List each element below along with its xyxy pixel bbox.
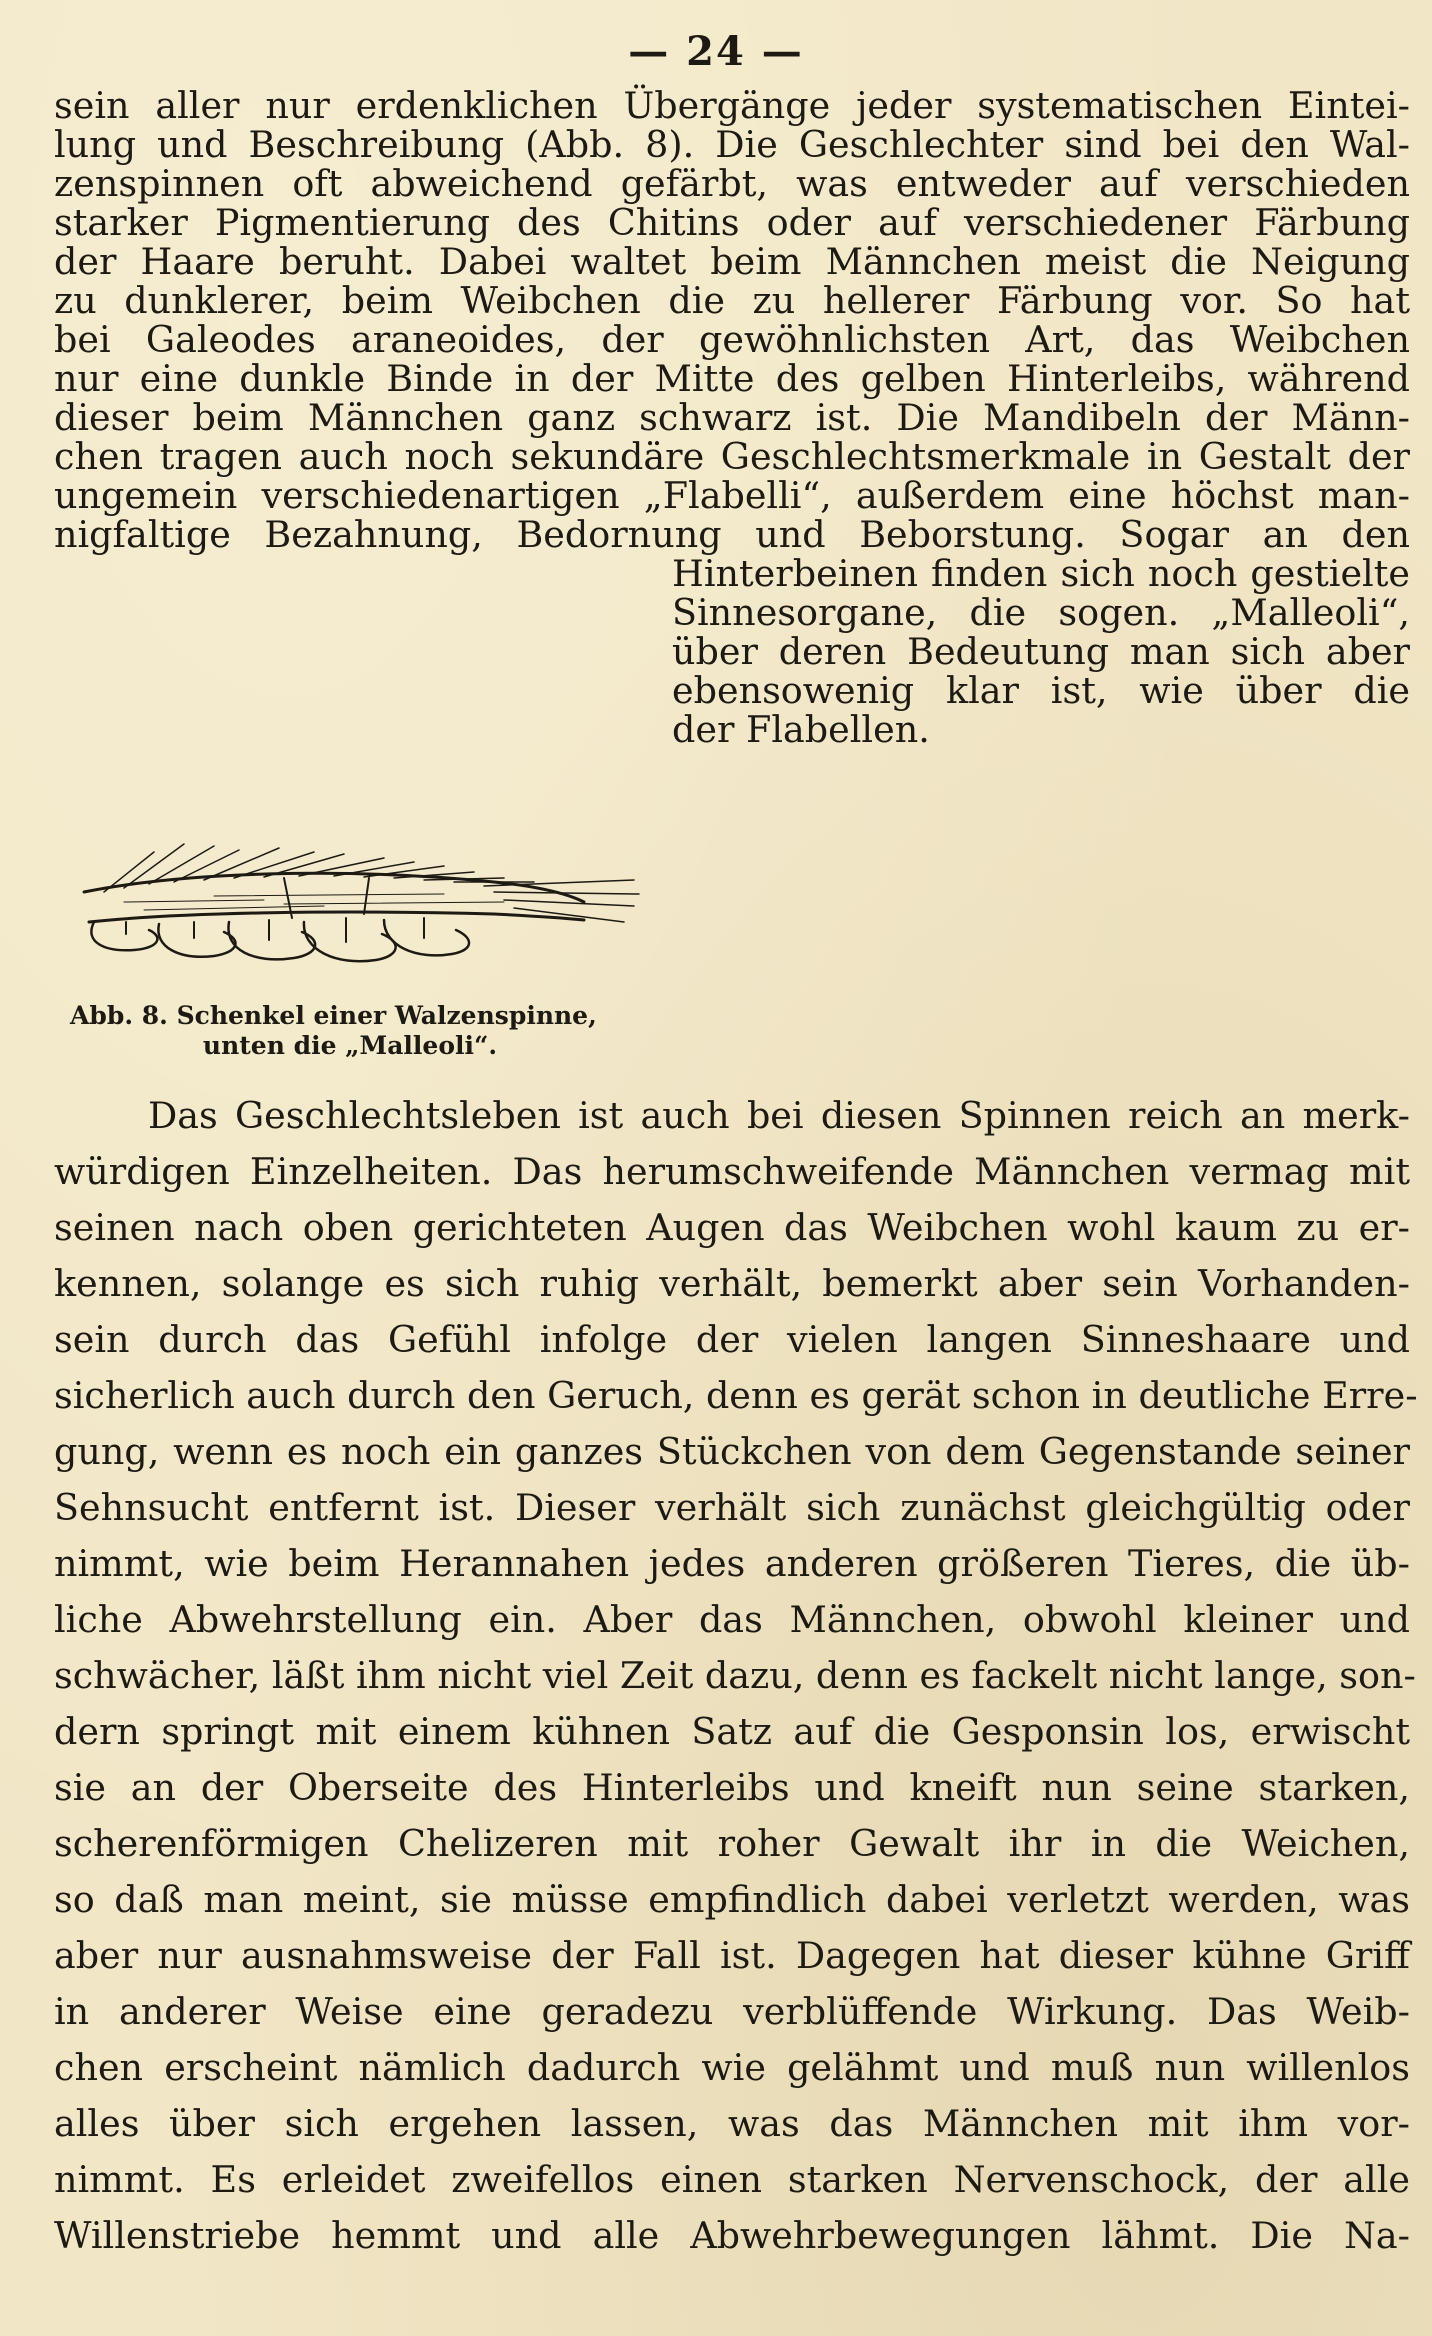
- spider-leg-illustration: [64, 822, 654, 1002]
- text-line: aber nur ausnahmsweise der Fall ist. Dagegen hat dieser kühne Griff: [54, 1934, 1410, 1977]
- text-line: schwächer, läßt ihm nicht viel Zeit dazu, denn es fackelt nicht lange, son-: [54, 1654, 1416, 1697]
- figure-caption-line2: unten die „Malleoli“.: [202, 1031, 498, 1060]
- text-line: dern springt mit einem kühnen Satz auf die Gesponsin los, erwischt: [54, 1710, 1410, 1753]
- text-line: gung, wenn es noch ein ganzes Stückchen von dem Gegenstande seiner: [54, 1430, 1410, 1473]
- figure-spider-leg: [64, 822, 654, 1002]
- text-line: so daß man meint, sie müsse empfindlich dabei verletzt werden, was: [54, 1878, 1410, 1921]
- text-line: zenspinnen oft abweichend gefärbt, was entweder auf verschieden: [54, 162, 1410, 205]
- text-line: nimmt. Es erleidet zweifellos einen starken Nervenschock, der alle: [54, 2158, 1410, 2201]
- text-line: in anderer Weise eine geradezu verblüffende Wirkung. Das Weib-: [54, 1990, 1410, 2033]
- text-line: nur eine dunkle Binde in der Mitte des gelben Hinterleibs, während: [54, 357, 1410, 400]
- page-number: — 24 —: [628, 28, 804, 75]
- text-line: nimmt, wie beim Herannahen jedes anderen größeren Tieres, die üb-: [54, 1542, 1410, 1585]
- text-line: dieser beim Männchen ganz schwarz ist. Die Mandibeln der Männ-: [54, 396, 1410, 439]
- text-line: chen tragen auch noch sekundäre Geschlechtsmerkmale in Gestalt der: [54, 435, 1410, 478]
- text-line: Sinnesorgane, die sogen. „Malleoli“,: [672, 591, 1410, 634]
- text-line: Willenstriebe hemmt und alle Abwehrbewegungen lähmt. Die Na-: [54, 2214, 1410, 2257]
- text-line: nigfaltige Bezahnung, Bedornung und Beborstung. Sogar an den: [54, 513, 1410, 556]
- text-line: kennen, solange es sich ruhig verhält, bemerkt aber sein Vorhanden-: [54, 1262, 1410, 1305]
- text-line: scherenförmigen Chelizeren mit roher Gewalt ihr in die Weichen,: [54, 1822, 1410, 1865]
- text-line: seinen nach oben gerichteten Augen das Weibchen wohl kaum zu er-: [54, 1206, 1410, 1249]
- text-line: liche Abwehrstellung ein. Aber das Männchen, obwohl kleiner und: [54, 1598, 1410, 1641]
- figure-caption: Abb. 8. Schenkel einer Walzenspinne,: [70, 1001, 597, 1030]
- text-line: lung und Beschreibung (Abb. 8). Die Geschlechter sind bei den Wal-: [54, 123, 1410, 166]
- text-line: der Haare beruht. Dabei waltet beim Männchen meist die Neigung: [54, 240, 1410, 283]
- text-line: sicherlich auch durch den Geruch, denn es gerät schon in deutliche Erre-: [54, 1374, 1418, 1417]
- text-line: sie an der Oberseite des Hinterleibs und kneift nun seine starken,: [54, 1766, 1410, 1809]
- text-line: der Flabellen.: [672, 708, 930, 751]
- text-line: alles über sich ergehen lassen, was das Männchen mit ihm vor-: [54, 2102, 1410, 2145]
- text-line: bei Galeodes araneoides, der gewöhnlichsten Art, das Weibchen: [54, 318, 1410, 361]
- text-line: chen erscheint nämlich dadurch wie gelähmt und muß nun willenlos: [54, 2046, 1410, 2089]
- text-line: über deren Bedeutung man sich aber: [672, 630, 1410, 673]
- text-line: Das Geschlechtsleben ist auch bei diesen Spinnen reich an merk-: [148, 1094, 1410, 1137]
- text-line: ebensowenig klar ist, wie über die: [672, 669, 1410, 712]
- text-line: Sehnsucht entfernt ist. Dieser verhält sich zunächst gleichgültig oder: [54, 1486, 1410, 1529]
- text-line: zu dunklerer, beim Weibchen die zu hellerer Färbung vor. So hat: [54, 279, 1410, 322]
- text-line: sein durch das Gefühl infolge der vielen langen Sinneshaare und: [54, 1318, 1410, 1361]
- text-line: ungemein verschiedenartigen „Flabelli“, außerdem eine höchst man-: [54, 474, 1410, 517]
- text-line: sein aller nur erdenklichen Übergänge jeder systematischen Eintei-: [54, 84, 1410, 127]
- text-line: starker Pigmentierung des Chitins oder auf verschiedener Färbung: [54, 201, 1410, 244]
- text-line: Hinterbeinen finden sich noch gestielte: [672, 552, 1410, 595]
- text-line: würdigen Einzelheiten. Das herumschweifende Männchen vermag mit: [54, 1150, 1410, 1193]
